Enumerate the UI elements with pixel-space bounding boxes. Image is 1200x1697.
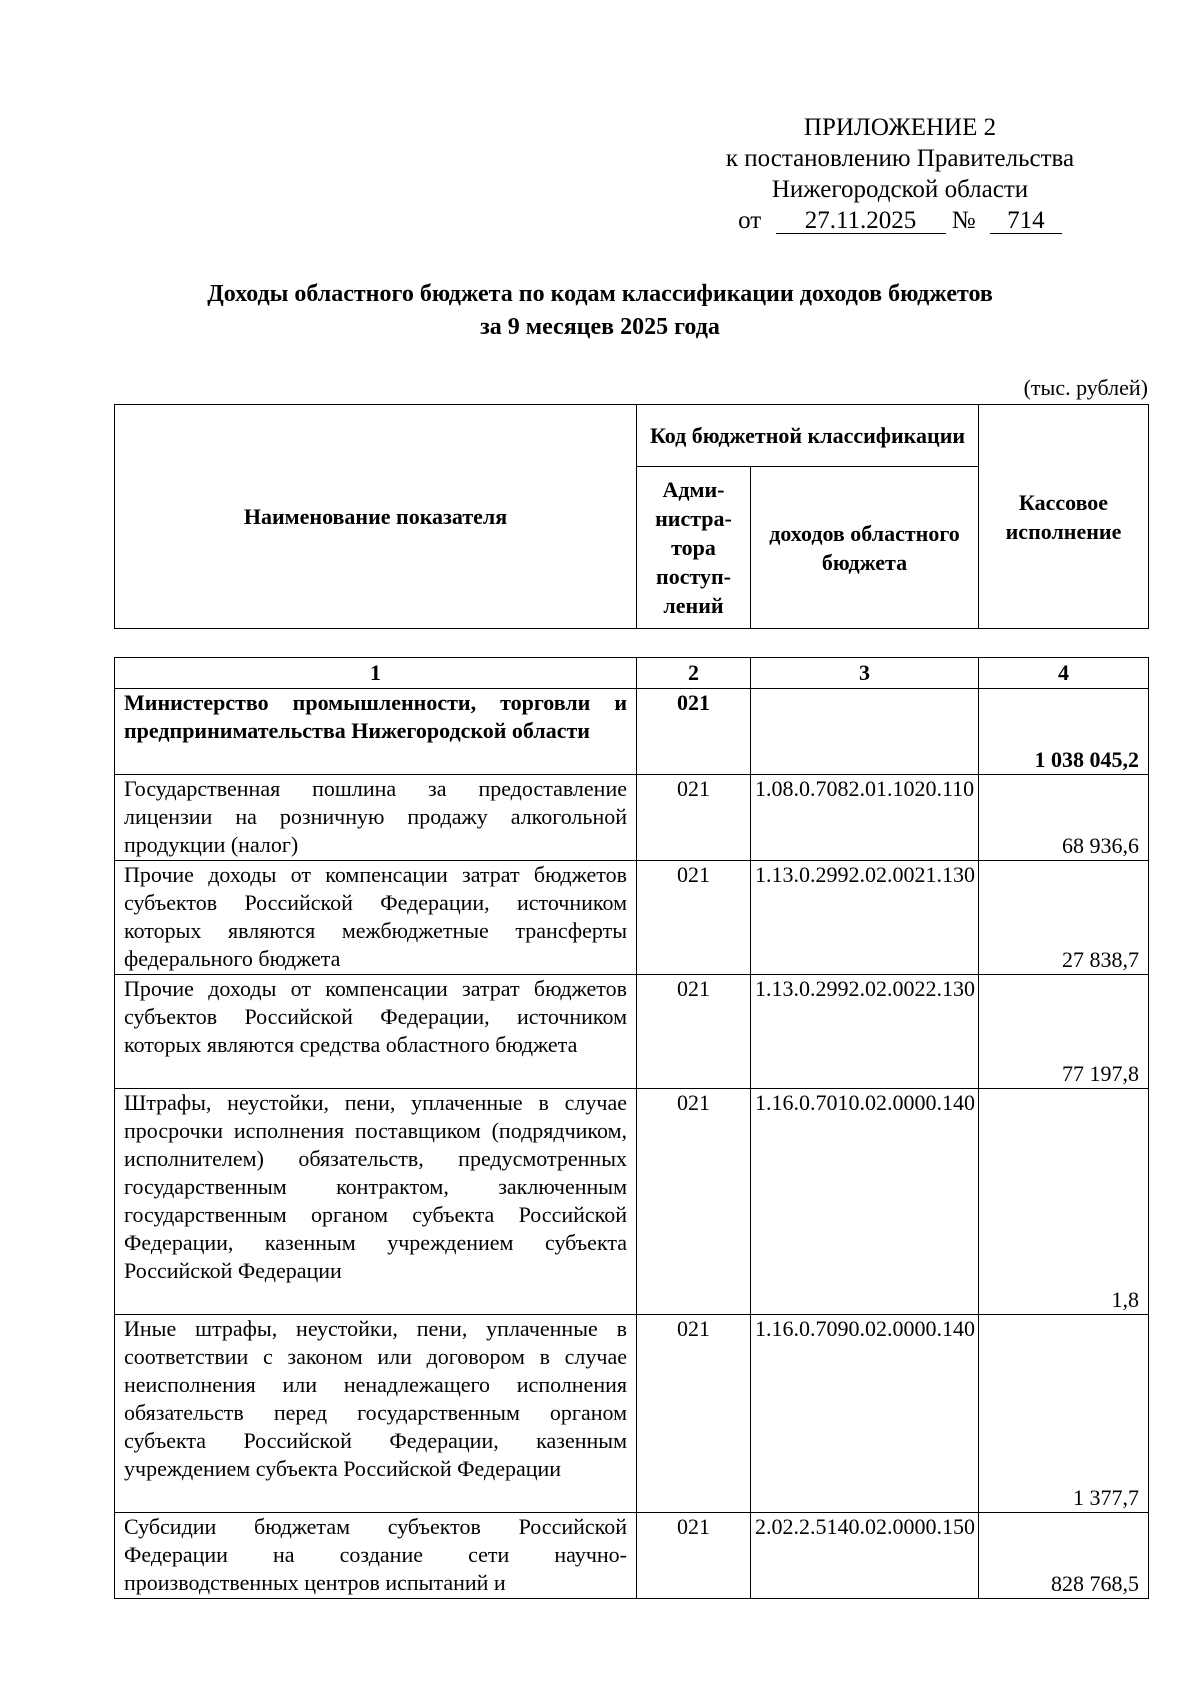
row-name: Прочие доходы от компенсации затрат бюджетов субъектов Российской Федерации, источником которых являются средства областного бюджета [115,975,637,1089]
header-name: Наименование показателя [115,405,637,629]
row-amount: 27 838,7 [979,861,1149,975]
document-title-line-1: Доходы областного бюджета по кодам классификации доходов бюджетов [207,281,993,307]
column-number: 2 [637,658,751,689]
row-amount: 1 038 045,2 [979,689,1149,775]
row-name: Субсидии бюджетам субъектов Российской Федерации на создание сети научно-производственных центров испытаний и [115,1513,637,1599]
header-code-group: Код бюджетной классификации [637,405,979,467]
order-date-number [660,205,1140,236]
row-name: Государственная пошлина за предоставление лицензии на розничную продажу алкогольной продукции (налог) [115,775,637,861]
row-income-code: 1.13.0.2992.02.0021.130 [751,861,979,975]
unit-label: (тыс. рублей) [1023,375,1148,400]
appendix-line-2: Нижегородской области [771,176,1029,203]
row-admin-code: 021 [637,861,751,975]
row-income-code: 1.13.0.2992.02.0022.130 [751,975,979,1089]
header-execution: Кассовое исполнение [979,405,1149,629]
appendix-title: ПРИЛОЖЕНИЕ 2 [803,114,997,141]
row-amount: 68 936,6 [979,775,1149,861]
column-numbers-row [115,658,1149,689]
order-date: 27.11.2025 [776,209,946,234]
document-title-line-2: за 9 месяцев 2025 года [480,314,720,340]
number-prefix: № [951,207,976,234]
income-table [114,657,1149,1599]
row-amount: 828 768,5 [979,1513,1149,1599]
row-amount: 77 197,8 [979,975,1149,1089]
header-income: доходов областного бюджета [751,467,979,629]
row-admin-code: 021 [637,975,751,1089]
header-admin: Адми-нистра-тора поступ-лений [637,467,751,629]
column-number: 1 [115,658,637,689]
column-number: 3 [751,658,979,689]
row-income-code: 2.02.2.5140.02.0000.150 [751,1513,979,1599]
document-title [100,278,1100,344]
row-amount: 1,8 [979,1089,1149,1315]
row-name: Прочие доходы от компенсации затрат бюджетов субъектов Российской Федерации, источником которых являются межбюджетные трансферты федерального бюджета [115,861,637,975]
row-income-code: 1.08.0.7082.01.1020.110 [751,775,979,861]
row-admin-code: 021 [637,1089,751,1315]
row-name: Штрафы, неустойки, пени, уплаченные в случае просрочки исполнения поставщиком (подрядчиком, исполнителем) обязательств, предусмотренных государственным контрактом, заключенным государственным органом субъекта Российской Федерации, казенным учреждением субъекта Российской Федерации [115,1089,637,1315]
table-row [115,1089,1149,1315]
table-row [115,775,1149,861]
table-row [115,1513,1149,1599]
row-admin-code: 021 [637,1513,751,1599]
order-number: 714 [990,209,1062,234]
date-prefix: от [738,207,762,234]
table-row [115,1315,1149,1513]
row-admin-code: 021 [637,775,751,861]
row-name: Министерство промышленности, торговли и предпринимательства Нижегородской области [115,689,637,775]
row-admin-code: 021 [637,689,751,775]
table-row [115,861,1149,975]
row-income-code: 1.16.0.7010.02.0000.140 [751,1089,979,1315]
row-amount: 1 377,7 [979,1315,1149,1513]
table-row [115,689,1149,775]
appendix-block [660,112,1140,236]
row-admin-code: 021 [637,1315,751,1513]
table-header [114,404,1149,629]
row-income-code [751,689,979,775]
row-income-code: 1.16.0.7090.02.0000.140 [751,1315,979,1513]
table-row [115,975,1149,1089]
column-number: 4 [979,658,1149,689]
appendix-line-1: к постановлению Правительства [725,145,1075,172]
row-name: Иные штрафы, неустойки, пени, уплаченные в соответствии с законом или договором в случае неисполнения или ненадлежащего исполнения обязательств перед государственным органом субъекта Российской Федерации, казенным учреждением субъекта Российской Федерации [115,1315,637,1513]
